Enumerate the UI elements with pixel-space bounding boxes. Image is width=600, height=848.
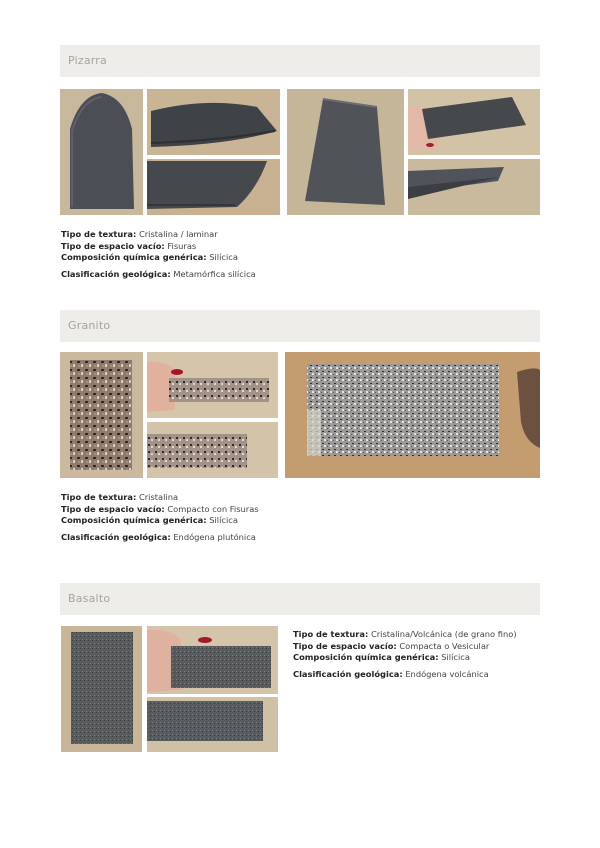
photo-slate-arch: [60, 89, 143, 215]
photo-slate-edge-bottom: [147, 159, 280, 215]
photo-basalt-hand: [147, 626, 278, 694]
field-value: Compacta o Vesicular: [399, 640, 490, 651]
field-value: Cristalina / laminar: [138, 229, 218, 239]
field-row: [61, 532, 259, 544]
section-header-granito: [60, 310, 540, 342]
field-label: Tipo de textura:: [293, 629, 369, 639]
photo-slate-trapezoid: [287, 89, 404, 215]
photo-granite-side: [147, 422, 278, 478]
field-label: Clasificación geológica:: [61, 268, 171, 279]
field-label: Tipo de espacio vacío:: [293, 640, 397, 651]
photo-granite-slab: [285, 352, 540, 478]
section-title: Pizarra: [68, 54, 107, 67]
photo-granite-hand: [147, 352, 278, 418]
field-label: Tipo de espacio vacío:: [61, 240, 165, 251]
photo-basalt-block: [61, 626, 142, 752]
field-label: Tipo de textura:: [61, 229, 137, 239]
field-value: Fisuras: [167, 240, 197, 251]
field-value: Endógena volcánica: [405, 668, 489, 679]
section-header-basalto: [60, 583, 540, 615]
field-label: Clasificación geológica:: [61, 531, 171, 542]
field-value: Metamórfica silícica: [173, 268, 256, 279]
field-value: Silícica: [441, 652, 470, 662]
section-title: Basalto: [68, 592, 111, 605]
field-row: [61, 515, 259, 527]
field-label: Tipo de textura:: [61, 492, 137, 502]
field-label: Composición química genérica:: [61, 252, 207, 262]
field-value: Silícica: [209, 252, 238, 262]
field-row: [61, 504, 259, 516]
photo-slate-hand: [408, 89, 540, 155]
field-value: Endógena plutónica: [173, 531, 256, 542]
field-label: Composición química genérica:: [61, 515, 207, 525]
photo-granite-block: [60, 352, 143, 478]
section-title: Granito: [68, 319, 111, 332]
section-header-pizarra: [60, 45, 540, 77]
field-row: [293, 669, 523, 681]
field-value: Silícica: [209, 515, 238, 525]
field-value: Compacto con Fisuras: [167, 503, 259, 514]
field-value: Cristalina/Volcánica (de grano fino): [370, 629, 517, 639]
field-row: [61, 241, 256, 253]
field-row: [293, 652, 523, 664]
info-basalto: [293, 629, 523, 680]
field-row: [61, 492, 259, 504]
info-pizarra: [61, 229, 256, 280]
field-label: Clasificación geológica:: [293, 668, 403, 679]
photo-basalt-side: [147, 697, 278, 752]
field-row: [61, 229, 256, 241]
field-row: [293, 641, 523, 653]
field-row: [61, 252, 256, 264]
field-row: [61, 269, 256, 281]
field-row: [293, 629, 523, 641]
field-label: Composición química genérica:: [293, 652, 439, 662]
photo-slate-edge-top: [147, 89, 280, 155]
photo-slate-slab: [408, 159, 540, 215]
field-label: Tipo de espacio vacío:: [61, 503, 165, 514]
info-granito: [61, 492, 259, 543]
field-value: Cristalina: [138, 492, 179, 502]
